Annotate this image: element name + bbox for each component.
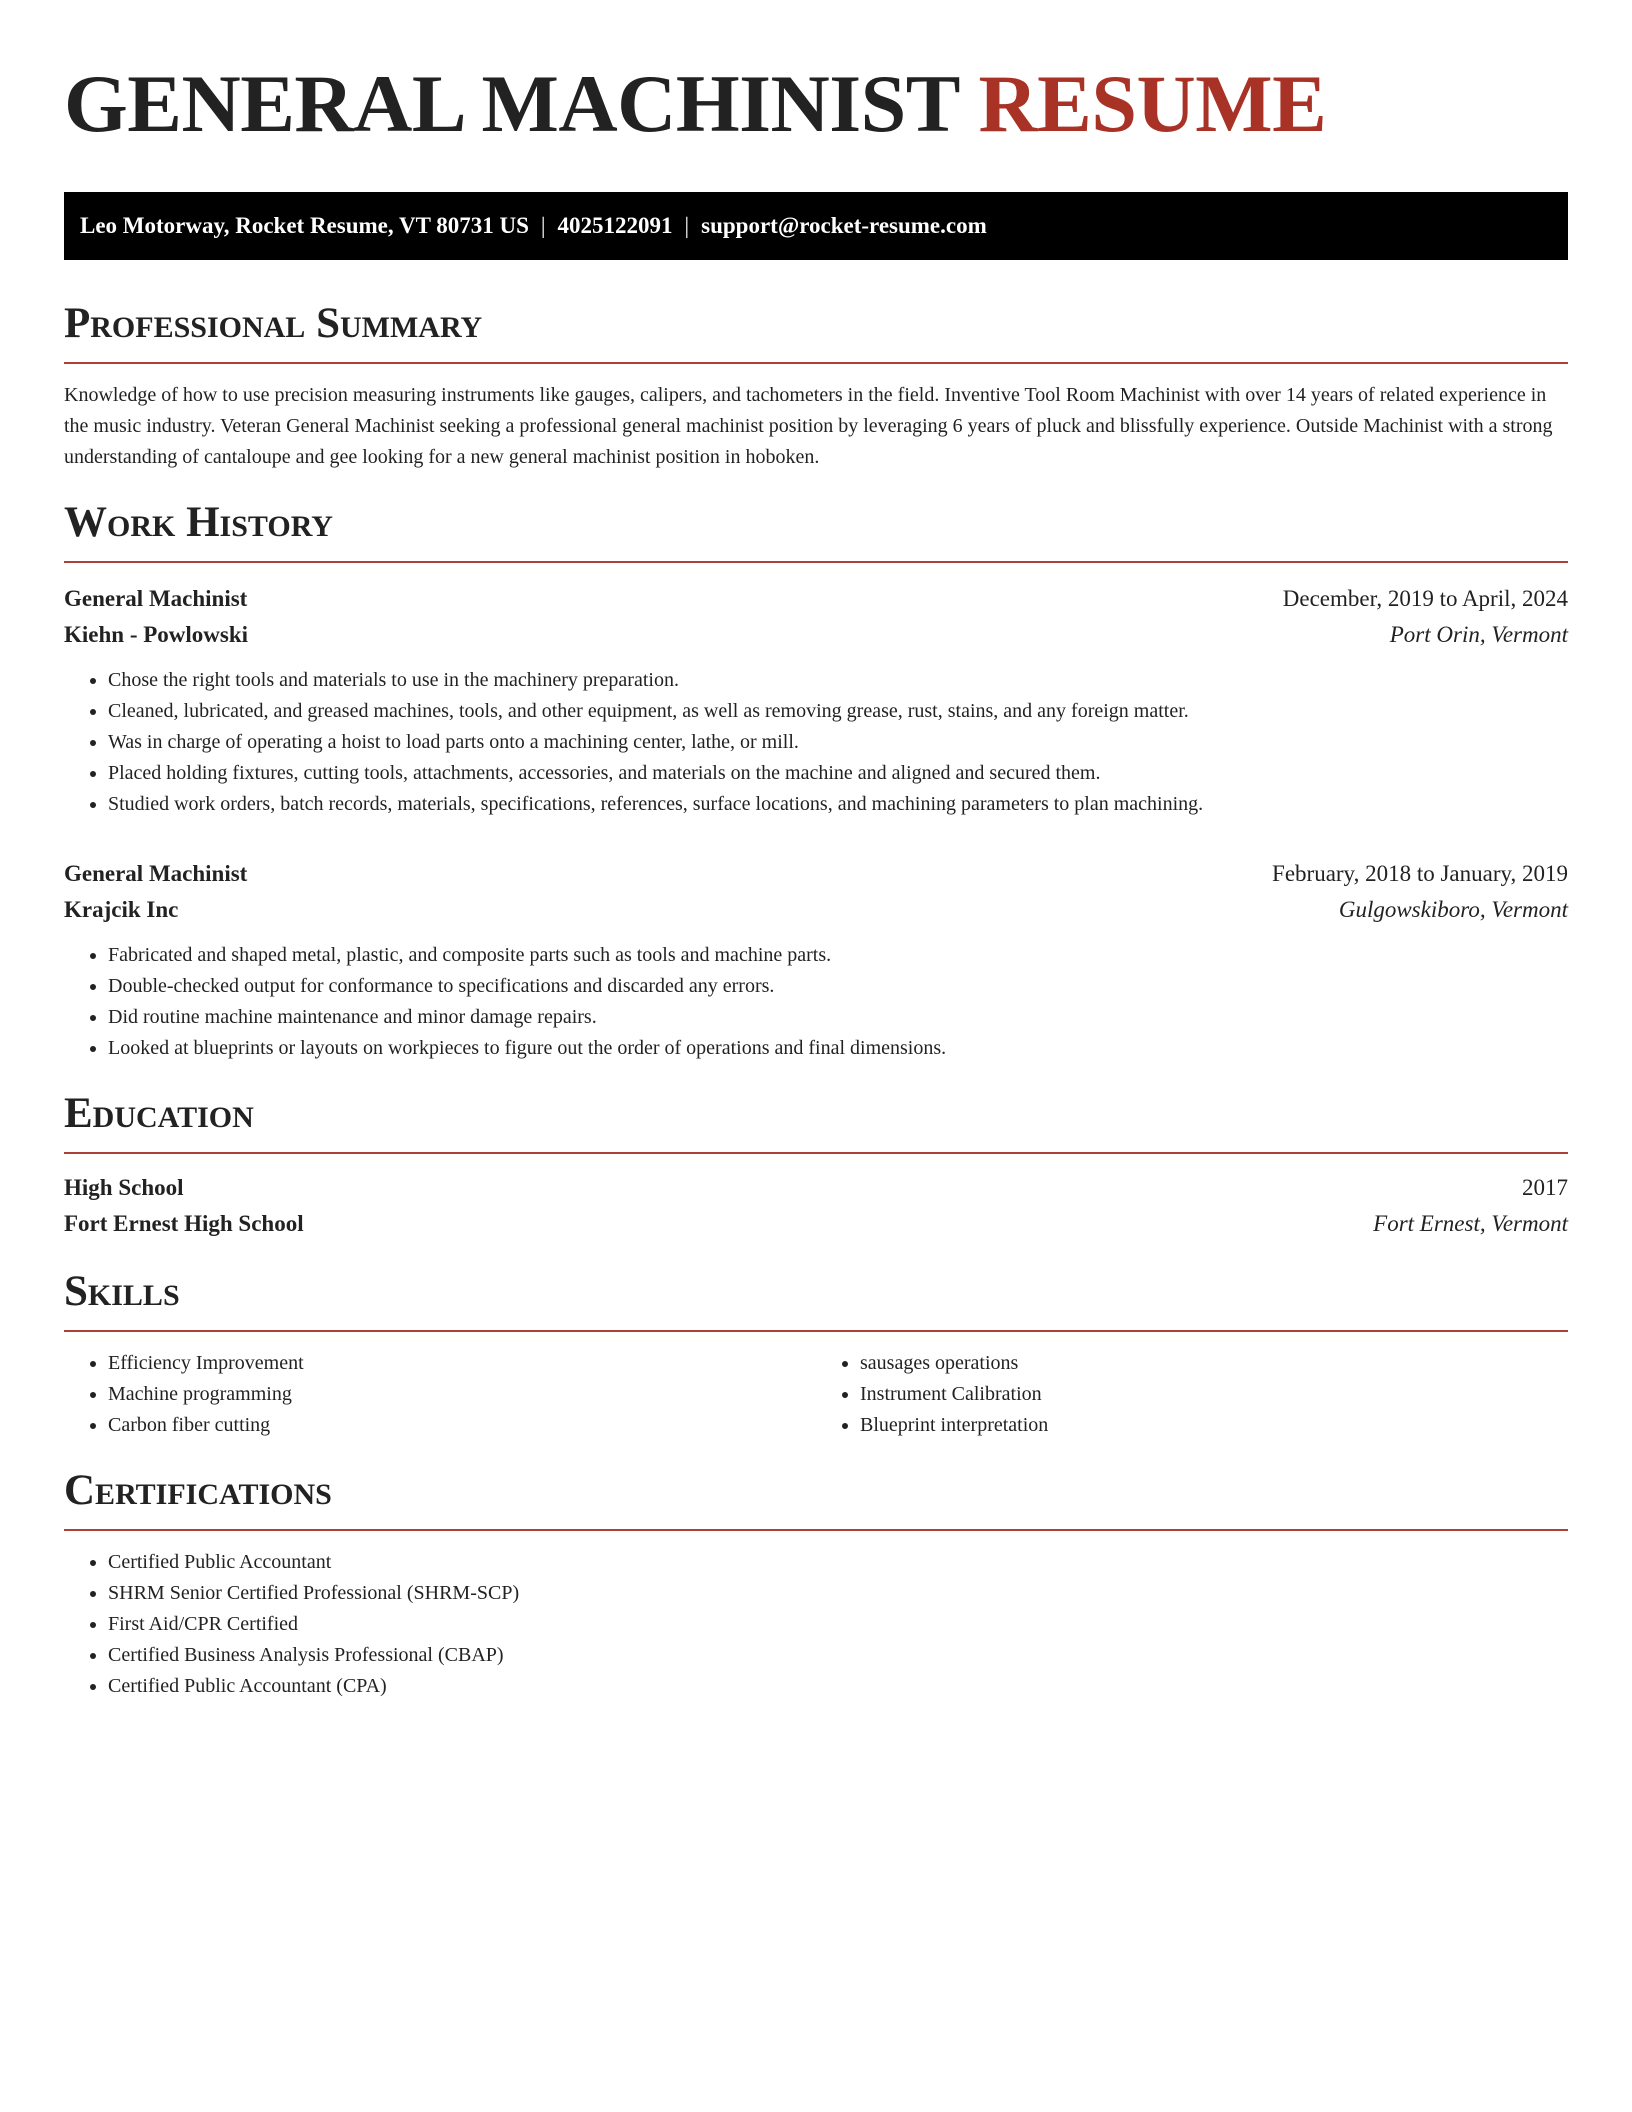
list-item: • Certified Business Analysis Professional (CBAP) — [108, 1640, 1568, 1671]
education-section — [64, 1088, 1568, 1242]
education-school: Fort Ernest High School — [64, 1211, 304, 1236]
job-bullets — [64, 665, 1568, 820]
job-title-row — [64, 581, 1568, 617]
contact-phone: 4025122091 — [557, 213, 673, 238]
education-school-row — [64, 1206, 1568, 1242]
list-item: • SHRM Senior Certified Professional (SHRM-SCP) — [108, 1578, 1568, 1609]
job-location: Gulgowskiboro, Vermont — [1338, 897, 1568, 922]
job-location: Port Orin, Vermont — [1389, 622, 1568, 647]
job-entry — [64, 856, 1568, 1064]
list-item: • Efficiency Improvement — [108, 1348, 816, 1379]
list-item: • Studied work orders, batch records, materials, specifications, references, surface locations, and machining parameters to plan machining. — [108, 789, 1568, 820]
education-year: 2017 — [1522, 1175, 1568, 1200]
summary-text: Knowledge of how to use precision measuring instruments like gauges, calipers, and tachometers in the field. Inventive Tool Room Machinist with over 14 years of related experience in the music industry. Veteran General Machinist seeking a professional general machinist position by leveraging 6 years of pluck and blissfully experience. Outside Machinist with a strong understanding of cantaloupe and gee looking for a new general machinist position in hoboken. — [64, 384, 1553, 468]
list-item: • Was in charge of operating a hoist to load parts onto a machining center, lathe, or mill. — [108, 727, 1568, 758]
job-company: Kiehn - Powlowski — [64, 622, 249, 647]
job-entry — [64, 581, 1568, 820]
list-item: • Placed holding fixtures, cutting tools, attachments, accessories, and materials on the machine and aligned and secured them. — [108, 758, 1568, 789]
title-main: GENERAL MACHINIST — [64, 58, 959, 149]
list-item: • Chose the right tools and materials to use in the machinery preparation. — [108, 665, 1568, 696]
education-degree: High School — [64, 1175, 184, 1200]
list-item: • Did routine machine maintenance and minor damage repairs. — [108, 1002, 1568, 1033]
resume-title — [64, 60, 1568, 148]
skills-list-right — [816, 1348, 1568, 1441]
job-company-row — [64, 892, 1568, 928]
list-item: • Carbon fiber cutting — [108, 1410, 816, 1441]
work-history-section — [64, 497, 1568, 1064]
job-title-row — [64, 856, 1568, 892]
skills-section — [64, 1266, 1568, 1441]
education-location: Fort Ernest, Vermont — [1373, 1211, 1568, 1236]
contact-separator: | — [684, 213, 690, 238]
contact-separator: | — [540, 213, 546, 238]
education-degree-row — [64, 1170, 1568, 1206]
list-item: • Certified Public Accountant (CPA) — [108, 1671, 1568, 1702]
contact-email: support@rocket-resume.com — [701, 213, 987, 238]
skills-list-left — [64, 1348, 816, 1441]
list-item: • Cleaned, lubricated, and greased machines, tools, and other equipment, as well as removing grease, rust, stains, and any foreign matter. — [108, 696, 1568, 727]
contact-bar — [64, 192, 1568, 260]
job-dates: December, 2019 to April, 2024 — [1282, 586, 1568, 611]
contact-address: Leo Motorway, Rocket Resume, VT 80731 US — [80, 213, 529, 238]
list-item: • Machine programming — [108, 1379, 816, 1410]
list-item: • Looked at blueprints or layouts on workpieces to figure out the order of operations and final dimensions. — [108, 1033, 1568, 1064]
job-title: General Machinist — [64, 861, 248, 886]
certifications-list — [64, 1547, 1568, 1702]
list-item: • Blueprint interpretation — [860, 1410, 1568, 1441]
title-accent: RESUME — [978, 58, 1327, 149]
skills-columns — [64, 1348, 1568, 1441]
skills-heading: Skills — [64, 1266, 1568, 1332]
certifications-heading: Certifications — [64, 1465, 1568, 1531]
job-company: Krajcik Inc — [64, 897, 179, 922]
list-item: • Instrument Calibration — [860, 1379, 1568, 1410]
list-item: • Fabricated and shaped metal, plastic, and composite parts such as tools and machine parts. — [108, 940, 1568, 971]
job-bullets — [64, 940, 1568, 1064]
list-item: • First Aid/CPR Certified — [108, 1609, 1568, 1640]
summary-heading: Professional Summary — [64, 298, 1568, 364]
work-history-heading: Work History — [64, 497, 1568, 563]
list-item: • Certified Public Accountant — [108, 1547, 1568, 1578]
job-company-row — [64, 617, 1568, 653]
education-entry — [64, 1170, 1568, 1242]
job-dates: February, 2018 to January, 2019 — [1272, 861, 1568, 886]
list-item: • sausages operations — [860, 1348, 1568, 1379]
certifications-section — [64, 1465, 1568, 1702]
list-item: • Double-checked output for conformance to specifications and discarded any errors. — [108, 971, 1568, 1002]
summary-section — [64, 298, 1568, 473]
job-title: General Machinist — [64, 586, 248, 611]
education-heading: Education — [64, 1088, 1568, 1154]
